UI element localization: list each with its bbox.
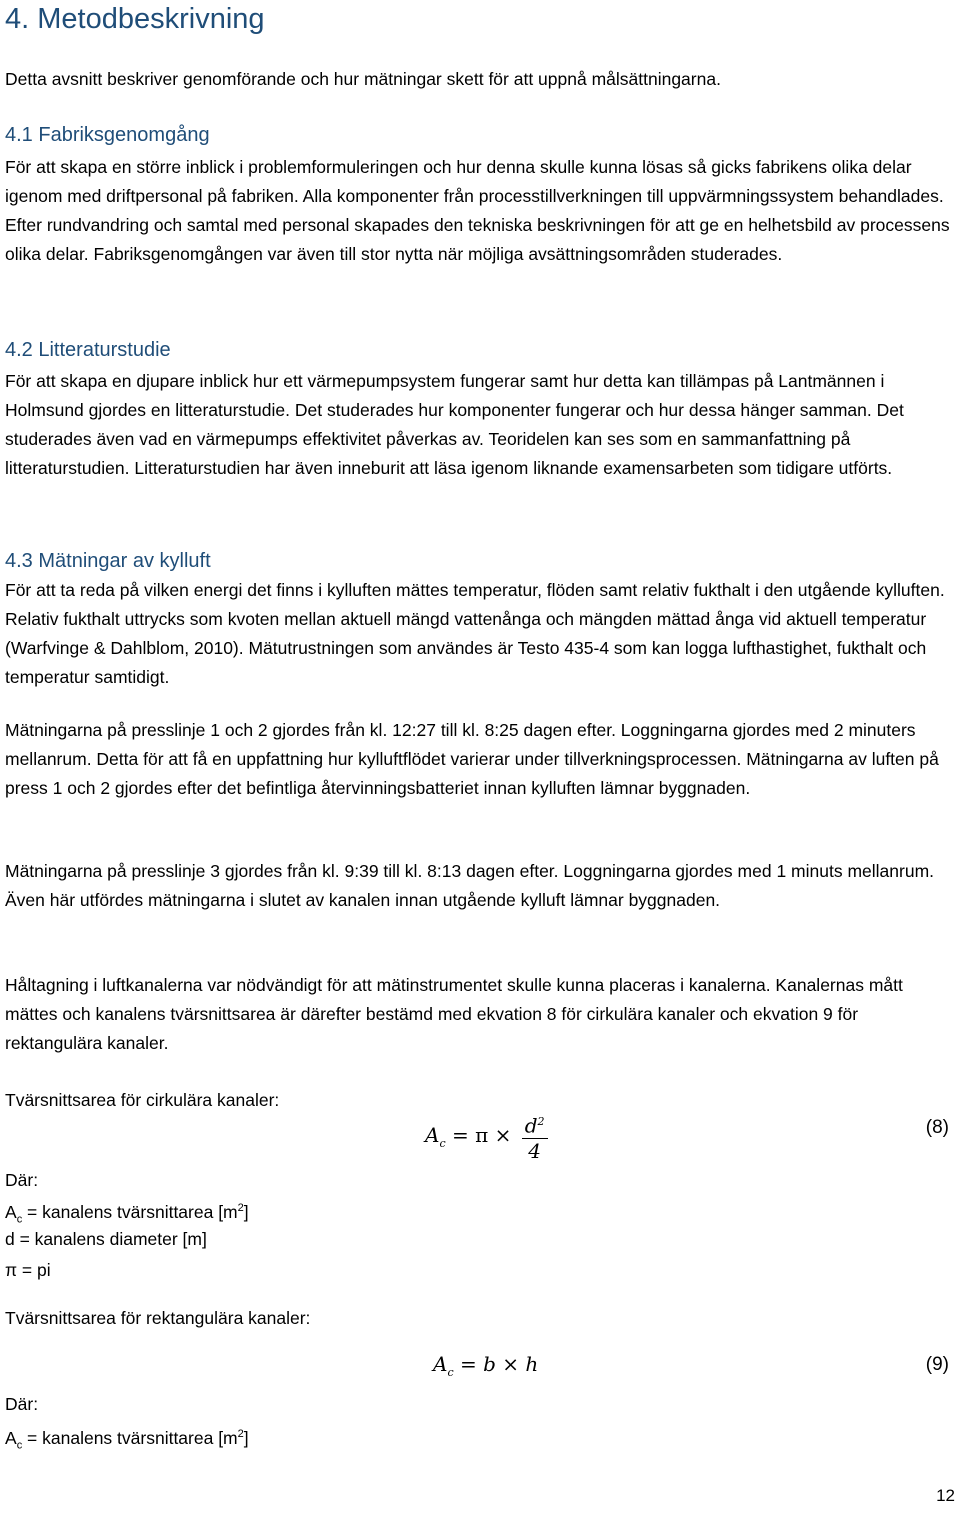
rectangular-where-label: Där:: [5, 1394, 39, 1414]
section-4-1-heading: 4.1 Fabriksgenomgång: [5, 124, 210, 146]
section-4-1-text: För att skapa en större inblick i problemformuleringen och hur denna skulle kunna lösas så gicks fabrikens olika delar igenom med driftpersonal på fabriken. Alla komponenter från processtillverkningen till uppvärmningssystem behandlades. Efter rundvandring och samtal med personal skapades den tekniska beskrivningen för att ge en helhetsbild av processens olika delar. Fabriksgenomgången var även till stor nytta när möjliga avsättningsområden studerades.: [5, 157, 950, 264]
section-4-2-text: För att skapa en djupare inblick hur ett värmepumpsystem fungerar samt hur detta kan tillämpas på Lantmännen i Holmsund gjordes en litteraturstudie. Det studerades hur komponenter fungerar och hur dessa hänger samman. Det studerades även vad en värmepumps effektivitet påverkas av. Teoridelen kan ses som en sammanfattning på litteraturstudien. Litteraturstudien har även inneburit att läsa igenom liknande examensarbeten som tidigare utförts.: [5, 371, 904, 478]
circular-def-diameter: d = kanalens diameter [m]: [5, 1229, 207, 1249]
equation-8-number: (8): [925, 1117, 949, 1138]
equation-9-number: (9): [925, 1354, 949, 1375]
fraction: $\frac{d^2}{4}$: [522, 1110, 548, 1163]
page-number: 12: [936, 1486, 955, 1505]
section-4-3-paragraph-1: För att ta reda på vilken energi det finns i kylluften mättes temperatur, flöden samt relativ fukthalt i den utgående kylluften. Relativ fukthalt uttrycks som kvoten mellan aktuell mängd vattenånga och mängden mättad ånga vid aktuell temperatur (Warfvinge & Dahlblom, 2010). Mätutrustningen som användes är Testo 435-4 som kan logga lufthastighet, fukthalt och temperatur samtidigt.: [5, 580, 945, 687]
section-4-3-heading: 4.3 Mätningar av kylluft: [5, 550, 211, 572]
chapter-heading: 4. Metodbeskrivning: [5, 3, 265, 35]
rectangular-def-area: $A_c$ = kanalens tvärsnittarea $[m^2]$: [5, 1427, 249, 1452]
section-4-3-paragraph-2: Mätningarna på presslinje 1 och 2 gjordes från kl. 12:27 till kl. 8:25 dagen efter. Loggningarna gjordes med 2 minuters mellanrum. Detta för att få en uppfattning hur kylluftflödet varierar under tillverkningsprocessen. Mätningarna av luften på press 1 och 2 gjordes efter det befintliga återvinningsbatteriet innan kylluften lämnar byggnaden.: [5, 720, 939, 798]
circular-def-pi: π = pi: [5, 1260, 51, 1280]
rectangular-duct-label: Tvärsnittsarea för rektangulära kanaler:: [5, 1308, 311, 1328]
circular-def-area: $A_c$ = kanalens tvärsnittarea $[m^2]$: [5, 1201, 249, 1226]
section-4-3-paragraph-3: Mätningarna på presslinje 3 gjordes från kl. 9:39 till kl. 8:13 dagen efter. Loggningarna gjordes med 1 minuts mellanrum. Även här utfördes mätningarna i slutet av kanalen innan utgående kylluft lämnar byggnaden.: [5, 861, 935, 910]
equation-8: $A_c = \pi$ × $\frac{d^2}{4}$: [425, 1110, 548, 1163]
equation-9: $A_c = b \times h$: [433, 1352, 539, 1379]
intro-paragraph: Detta avsnitt beskriver genomförande och hur mätningar skett för att uppnå målsättningarna.: [5, 69, 721, 89]
circular-duct-label: Tvärsnittsarea för cirkulära kanaler:: [5, 1090, 280, 1110]
section-4-2-heading: 4.2 Litteraturstudie: [5, 339, 171, 361]
circular-where-label: Där:: [5, 1170, 39, 1190]
section-4-3-paragraph-4: Håltagning i luftkanalerna var nödvändigt för att mätinstrumentet skulle kunna placeras i kanalerna. Kanalernas mått mättes och kanalens tvärsnittsarea är därefter bestämd med ekvation 8 för cirkulära kanaler och ekvation 9 för rektangulära kanaler.: [5, 975, 903, 1053]
